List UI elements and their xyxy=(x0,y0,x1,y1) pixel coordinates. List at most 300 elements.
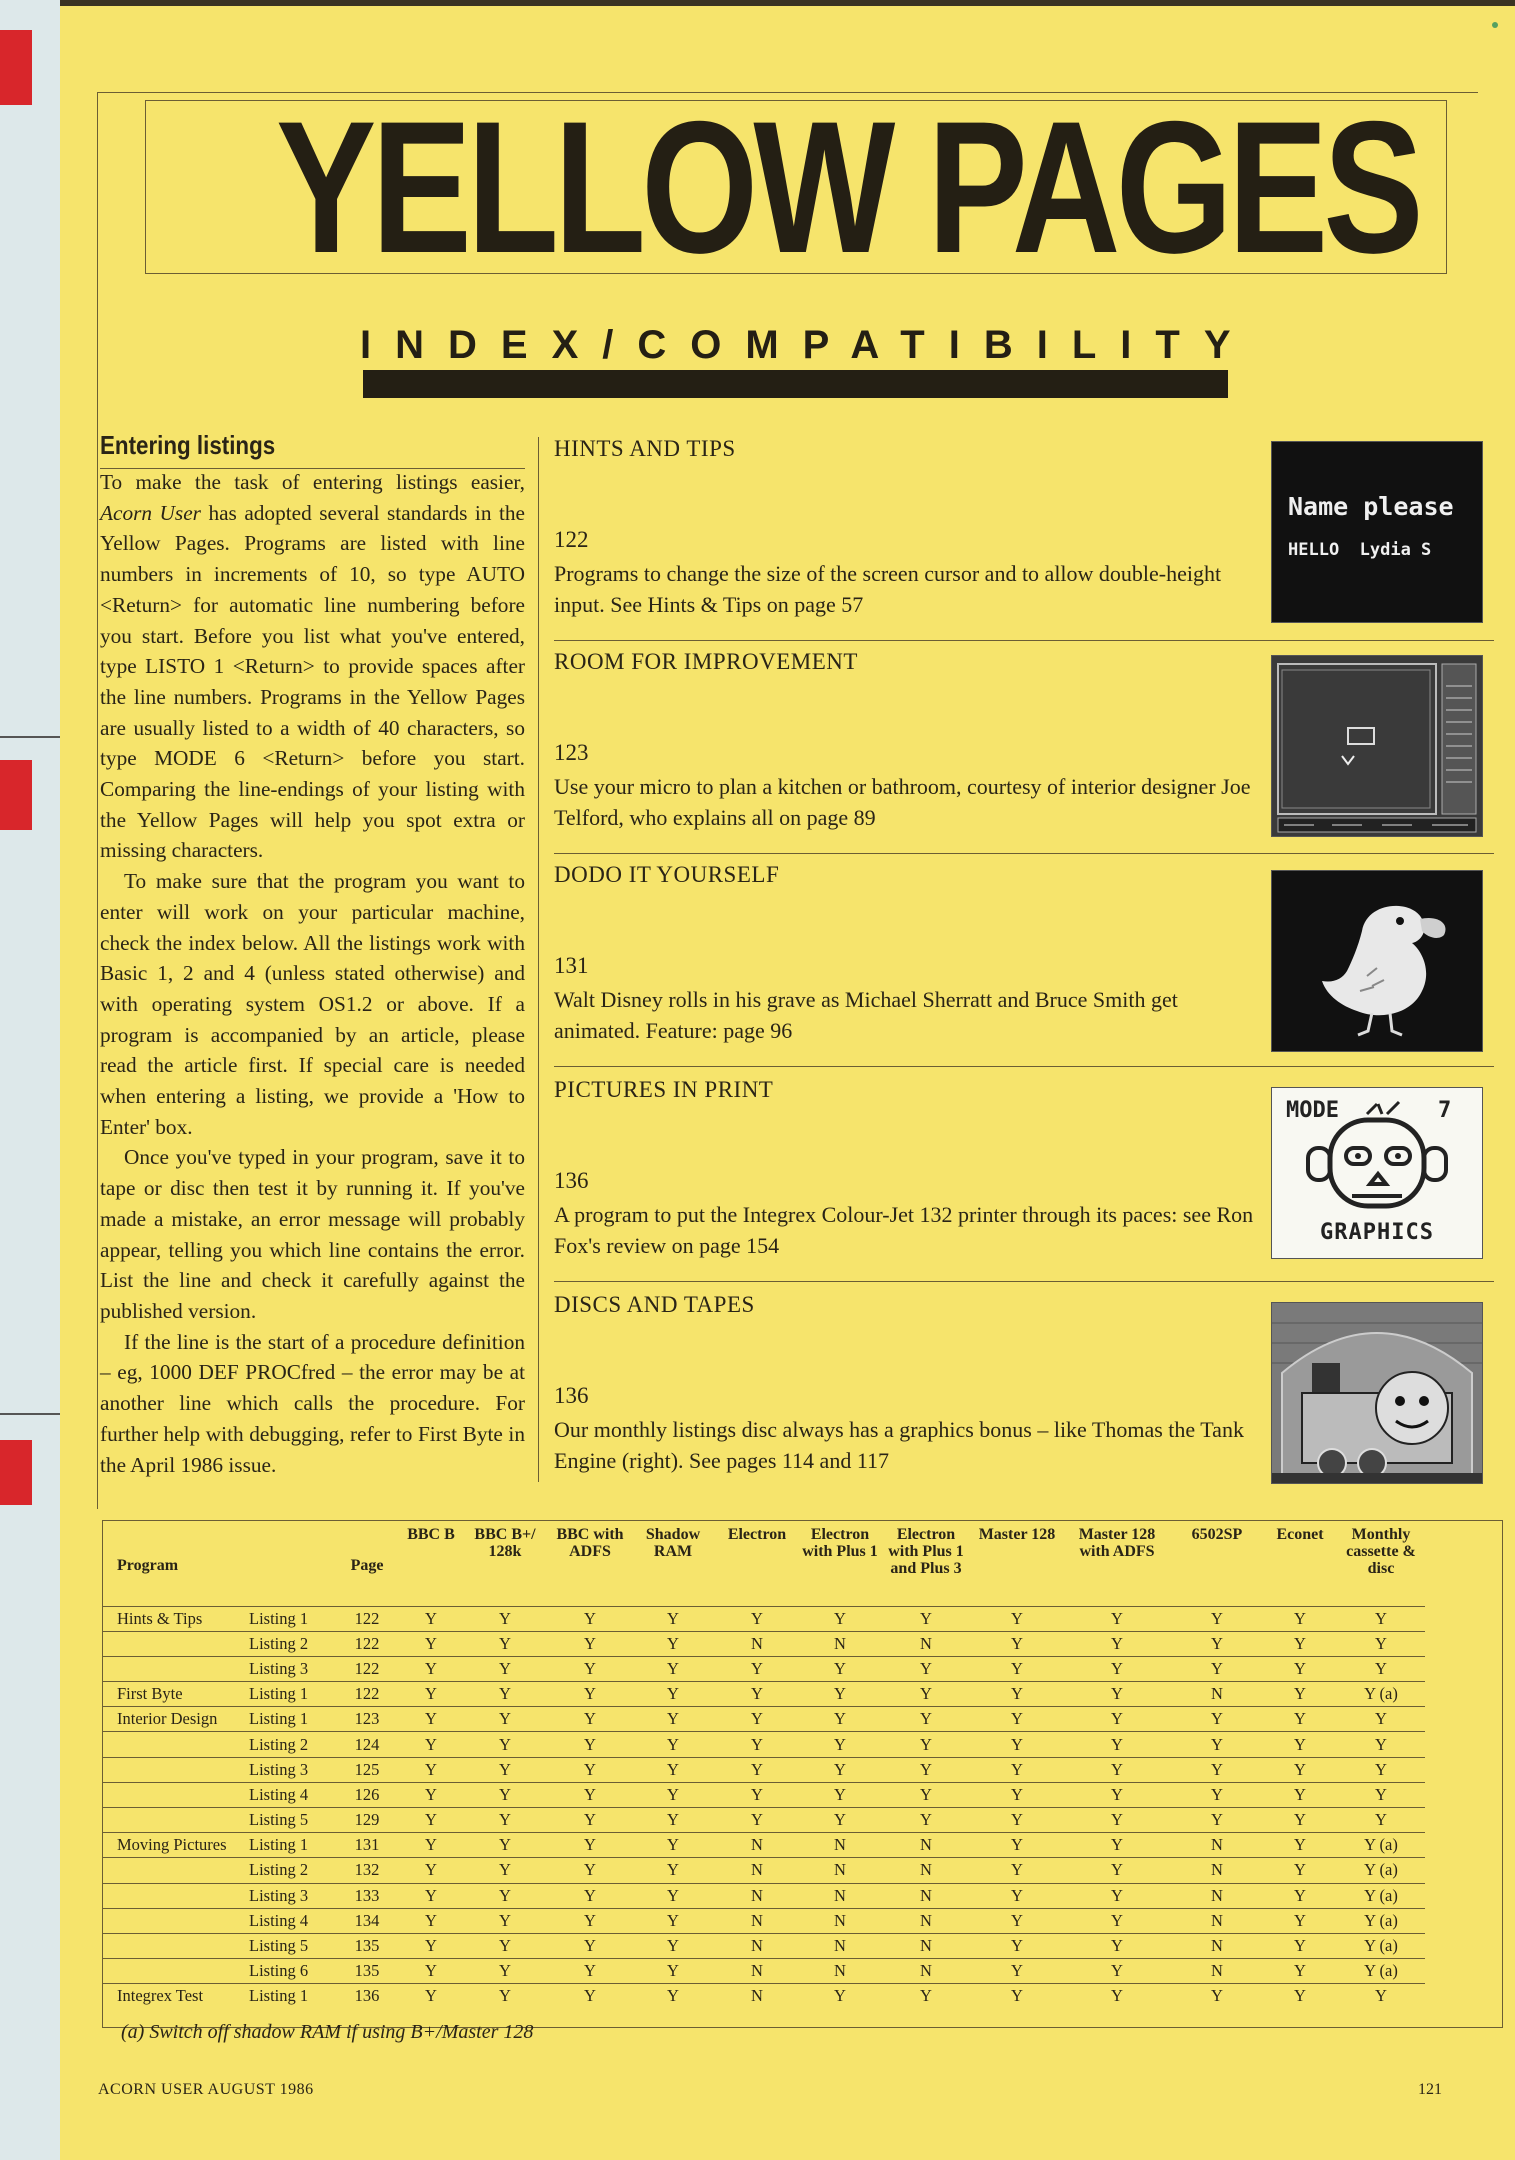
compat-cell: Y xyxy=(401,1883,461,1908)
compat-cell: Y xyxy=(1171,1606,1263,1631)
compat-cell: Y (a) xyxy=(1337,1908,1425,1933)
compat-cell: Y xyxy=(631,1883,715,1908)
compat-cell: Y xyxy=(971,1883,1063,1908)
compat-cell: Y xyxy=(461,1908,549,1933)
listing-cell: Listing 3 xyxy=(243,1757,333,1782)
col-header-master-128: Master 128 xyxy=(978,1526,1056,1543)
listing-cell: Listing 3 xyxy=(243,1883,333,1908)
corner-dot xyxy=(1492,22,1498,28)
page-cell: 134 xyxy=(333,1908,401,1933)
program-cell: Hints & Tips xyxy=(103,1606,243,1631)
table-footnote: (a) Switch off shadow RAM if using B+/Master 128 xyxy=(121,2021,534,2043)
magazine-name: Acorn User xyxy=(100,500,201,525)
compat-cell: Y xyxy=(1263,1808,1337,1833)
thomas-graphic xyxy=(1272,1303,1482,1483)
col-header-bbc-b: BBC B xyxy=(407,1526,455,1543)
compat-cell: Y (a) xyxy=(1337,1833,1425,1858)
compat-cell: Y xyxy=(799,1757,881,1782)
compat-cell: Y xyxy=(1337,1656,1425,1681)
compat-cell: Y xyxy=(631,1959,715,1984)
table-row xyxy=(103,1858,1425,1883)
compat-cell: Y xyxy=(401,1808,461,1833)
compat-cell: Y (a) xyxy=(1337,1858,1425,1883)
program-cell xyxy=(103,1656,243,1681)
table-row xyxy=(103,1606,1425,1631)
screen-prompt: Name please xyxy=(1288,492,1454,521)
program-cell xyxy=(103,1732,243,1757)
compat-cell: Y xyxy=(461,1757,549,1782)
compat-cell: N xyxy=(881,1858,971,1883)
compat-cell: Y xyxy=(461,1984,549,2009)
program-cell xyxy=(103,1959,243,1984)
compat-cell: Y xyxy=(1063,1808,1171,1833)
table-row xyxy=(103,1631,1425,1656)
compat-cell: Y xyxy=(799,1606,881,1631)
compat-cell: Y xyxy=(971,1808,1063,1833)
compat-cell: Y xyxy=(549,1858,631,1883)
page-cell: 123 xyxy=(333,1707,401,1732)
heading-rule xyxy=(100,468,525,469)
compat-cell: N xyxy=(881,1833,971,1858)
compat-cell: Y xyxy=(401,1707,461,1732)
compat-cell: Y xyxy=(1171,1808,1263,1833)
compat-cell: Y (a) xyxy=(1337,1682,1425,1707)
listing-column-header xyxy=(243,1521,333,1606)
compat-cell: N xyxy=(881,1933,971,1958)
magazine-page xyxy=(60,0,1515,2160)
compat-cell: Y xyxy=(631,1757,715,1782)
compat-cell: Y xyxy=(1263,1858,1337,1883)
compat-cell: Y xyxy=(549,1682,631,1707)
compat-cell: N xyxy=(799,1883,881,1908)
compat-cell: Y xyxy=(1063,1984,1171,2009)
compat-cell: Y xyxy=(549,1732,631,1757)
spine-mark xyxy=(0,1413,60,1415)
table-row xyxy=(103,1732,1425,1757)
compat-cell: Y xyxy=(1063,1682,1171,1707)
compat-cell: Y xyxy=(549,1782,631,1807)
red-tab xyxy=(0,760,32,830)
page-column-header: Page xyxy=(350,1557,384,1575)
compat-cell: N xyxy=(1171,1858,1263,1883)
compat-cell: Y xyxy=(1263,1757,1337,1782)
compat-cell: Y xyxy=(401,1959,461,1984)
compat-cell: Y xyxy=(1063,1833,1171,1858)
compat-cell: Y xyxy=(549,1908,631,1933)
page-cell: 125 xyxy=(333,1757,401,1782)
compat-cell: Y xyxy=(1263,1908,1337,1933)
compat-cell: Y xyxy=(881,1606,971,1631)
screenshot-mode7 xyxy=(1271,1087,1483,1259)
intro-paragraph: To make sure that the program you want to enter will work on your particular machine, check the index below. All the listings work with Basic 1, 2 and 4 (unless stated otherwise) and with operating system OS1.2 or above. If a program is accompanied by an article, please read the article first. If special care is needed when entering a listing, we provide a 'How to Enter' box. xyxy=(100,869,525,1139)
compat-cell: Y xyxy=(715,1782,799,1807)
compat-cell: Y xyxy=(715,1682,799,1707)
program-cell xyxy=(103,1757,243,1782)
compat-cell: Y xyxy=(1171,1782,1263,1807)
listing-cell: Listing 6 xyxy=(243,1959,333,1984)
compat-cell: Y xyxy=(631,1707,715,1732)
compat-cell: Y xyxy=(715,1656,799,1681)
program-cell xyxy=(103,1631,243,1656)
page-cell: 129 xyxy=(333,1808,401,1833)
program-cell xyxy=(103,1908,243,1933)
compat-cell: Y xyxy=(715,1757,799,1782)
compat-cell: Y xyxy=(1263,1656,1337,1681)
red-tab xyxy=(0,1440,32,1505)
compat-cell: N xyxy=(715,1631,799,1656)
compatibility-grid xyxy=(103,1521,1425,2009)
compat-cell: Y xyxy=(1263,1682,1337,1707)
intro-paragraph: If the line is the start of a procedure definition – eg, 1000 DEF PROCfred – the error may be at another line which calls the procedure. For further help with debugging, refer to First Byte in the April 1986 issue. xyxy=(100,1329,525,1477)
compat-cell: N xyxy=(799,1959,881,1984)
compat-cell: Y xyxy=(631,1858,715,1883)
compat-cell: Y xyxy=(881,1984,971,2009)
compat-cell: Y xyxy=(1063,1606,1171,1631)
compat-cell: Y xyxy=(1063,1782,1171,1807)
compat-cell: Y xyxy=(1063,1656,1171,1681)
compat-cell: N xyxy=(1171,1883,1263,1908)
screen-mode-label: MODE xyxy=(1286,1098,1339,1123)
compat-cell: Y xyxy=(971,1732,1063,1757)
spine-mark xyxy=(0,736,60,738)
compat-cell: Y xyxy=(461,1631,549,1656)
compat-cell: Y xyxy=(1263,1984,1337,2009)
compat-cell: Y xyxy=(799,1682,881,1707)
compat-cell: Y xyxy=(971,1656,1063,1681)
page-cell: 122 xyxy=(333,1682,401,1707)
compat-cell: Y xyxy=(401,1858,461,1883)
page-cell: 131 xyxy=(333,1833,401,1858)
compat-cell: Y xyxy=(1263,1833,1337,1858)
compat-cell: Y xyxy=(971,1858,1063,1883)
listing-cell: Listing 2 xyxy=(243,1631,333,1656)
compat-cell: N xyxy=(1171,1933,1263,1958)
dodo-graphic xyxy=(1272,871,1482,1051)
compat-cell: Y xyxy=(971,1606,1063,1631)
compat-cell: Y xyxy=(461,1656,549,1681)
listing-cell: Listing 2 xyxy=(243,1858,333,1883)
compat-cell: Y xyxy=(461,1883,549,1908)
col-header-bbc-b-plus: BBC B+/ 128k xyxy=(474,1526,536,1560)
compat-cell: N xyxy=(881,1908,971,1933)
binding-spine xyxy=(0,0,60,2160)
intro-column xyxy=(100,430,525,1480)
page-cell: 122 xyxy=(333,1631,401,1656)
compat-cell: N xyxy=(881,1959,971,1984)
listing-cell: Listing 4 xyxy=(243,1908,333,1933)
compat-cell: Y xyxy=(1171,1757,1263,1782)
listing-cell: Listing 2 xyxy=(243,1732,333,1757)
compat-cell: N xyxy=(799,1933,881,1958)
compat-cell: N xyxy=(1171,1833,1263,1858)
compat-cell: Y xyxy=(461,1933,549,1958)
compat-cell: Y xyxy=(549,1933,631,1958)
subtitle-bar xyxy=(363,370,1228,398)
program-cell xyxy=(103,1782,243,1807)
program-cell: First Byte xyxy=(103,1682,243,1707)
entry-page: 136 xyxy=(554,1383,589,1408)
entry-separator xyxy=(554,1281,1494,1282)
compat-cell: Y xyxy=(971,1984,1063,2009)
screenshot-room-plan xyxy=(1271,655,1483,837)
compat-cell: Y xyxy=(401,1757,461,1782)
entry-heading: ROOM FOR IMPROVEMENT xyxy=(554,649,858,674)
compat-cell: Y xyxy=(549,1656,631,1681)
compat-cell: N xyxy=(799,1858,881,1883)
table-row xyxy=(103,1984,1425,2009)
intro-paragraph: Once you've typed in your program, save it to tape or disc then test it by running it. If you've made a mistake, an error message will probably appear, telling you which line contains the error. List the line and check it carefully against the published version. xyxy=(100,1145,525,1323)
entry-description: Programs to change the size of the screen cursor and to allow double-height input. See Hints & Tips on page 57 xyxy=(554,561,1222,617)
entry-description: Use your micro to plan a kitchen or bathroom, courtesy of interior designer Joe Telford, who explains all on page 89 xyxy=(554,774,1251,830)
compat-cell: Y xyxy=(631,1933,715,1958)
entry-heading: PICTURES IN PRINT xyxy=(554,1077,774,1102)
compat-cell: Y xyxy=(631,1808,715,1833)
compat-cell: Y xyxy=(1263,1883,1337,1908)
compat-cell: N xyxy=(715,1959,799,1984)
col-header-electron-plus1: Electron with Plus 1 xyxy=(802,1526,878,1560)
title-box xyxy=(145,100,1447,274)
compat-cell: Y xyxy=(1063,1732,1171,1757)
compat-cell: Y xyxy=(1171,1984,1263,2009)
compat-cell: Y xyxy=(971,1933,1063,1958)
intro-heading: Entering listings xyxy=(100,430,276,460)
compat-cell: Y xyxy=(549,1984,631,2009)
table-row xyxy=(103,1833,1425,1858)
entry-heading: HINTS AND TIPS xyxy=(554,436,736,461)
entry-page: 122 xyxy=(554,527,589,552)
entry-page: 131 xyxy=(554,953,589,978)
compat-cell: Y xyxy=(881,1808,971,1833)
compat-cell: Y xyxy=(1263,1959,1337,1984)
compatibility-table xyxy=(102,1520,1503,2043)
compat-cell: Y xyxy=(461,1808,549,1833)
compat-cell: Y xyxy=(881,1757,971,1782)
compat-cell: Y xyxy=(1337,1707,1425,1732)
listing-cell: Listing 1 xyxy=(243,1984,333,2009)
compat-cell: Y xyxy=(1263,1732,1337,1757)
program-cell: Interior Design xyxy=(103,1707,243,1732)
entry-description: Walt Disney rolls in his grave as Michael Sherratt and Bruce Smith get animated. Feature: page 96 xyxy=(554,987,1178,1043)
table-row xyxy=(103,1933,1425,1958)
compat-cell: Y xyxy=(1063,1707,1171,1732)
compat-cell: Y xyxy=(1337,1732,1425,1757)
compat-cell: Y xyxy=(971,1757,1063,1782)
compat-cell: N xyxy=(715,1908,799,1933)
col-header-shadow-ram: Shadow RAM xyxy=(645,1526,701,1560)
compat-cell: Y xyxy=(881,1732,971,1757)
compat-cell: Y xyxy=(461,1782,549,1807)
table-row xyxy=(103,1757,1425,1782)
compat-cell: Y xyxy=(799,1808,881,1833)
compat-cell: Y xyxy=(971,1959,1063,1984)
compat-cell: Y xyxy=(881,1682,971,1707)
compat-cell: Y xyxy=(401,1682,461,1707)
entry-page: 136 xyxy=(554,1168,589,1193)
compat-cell: Y xyxy=(461,1682,549,1707)
listing-cell: Listing 3 xyxy=(243,1656,333,1681)
table-row xyxy=(103,1782,1425,1807)
compat-cell: Y xyxy=(631,1682,715,1707)
table-row xyxy=(103,1707,1425,1732)
compat-cell: Y xyxy=(1063,1933,1171,1958)
compat-cell: Y xyxy=(1337,1984,1425,2009)
screen-graphics-label: GRAPHICS xyxy=(1320,1220,1434,1245)
compat-cell: Y xyxy=(1063,1908,1171,1933)
table-row xyxy=(103,1959,1425,1984)
page-number: 121 xyxy=(1418,2081,1442,2098)
listing-cell: Listing 1 xyxy=(243,1682,333,1707)
compat-cell: Y xyxy=(549,1631,631,1656)
room-plan-graphic xyxy=(1272,656,1482,836)
col-header-electron-plus3: Electron with Plus 1 and Plus 3 xyxy=(888,1526,964,1577)
entry-separator xyxy=(554,1066,1494,1067)
compat-cell: Y xyxy=(715,1707,799,1732)
compat-cell: Y xyxy=(715,1606,799,1631)
compat-cell: Y xyxy=(461,1707,549,1732)
compat-cell: Y xyxy=(799,1984,881,2009)
compat-cell: Y xyxy=(1171,1732,1263,1757)
compat-cell: Y xyxy=(549,1959,631,1984)
screenshot-dodo xyxy=(1271,870,1483,1052)
page-cell: 124 xyxy=(333,1732,401,1757)
program-column-header: Program xyxy=(117,1557,179,1575)
top-edge xyxy=(60,0,1515,6)
section-subtitle: INDEX/COMPATIBILITY xyxy=(360,323,1255,367)
compat-cell: N xyxy=(715,1858,799,1883)
compat-cell: Y xyxy=(631,1984,715,2009)
screenshot-name-please xyxy=(1271,441,1483,623)
intro-text: To make the task of entering listings easier, xyxy=(100,470,525,494)
frame-rule xyxy=(97,92,1478,93)
listing-cell: Listing 5 xyxy=(243,1933,333,1958)
compat-cell: N xyxy=(799,1833,881,1858)
compat-cell: N xyxy=(715,1883,799,1908)
compat-cell: N xyxy=(799,1908,881,1933)
compat-cell: Y xyxy=(401,1782,461,1807)
page-title: YELLOW PAGES xyxy=(276,100,1419,274)
compat-cell: Y xyxy=(971,1908,1063,1933)
screen-input: HELLO Lydia S xyxy=(1288,540,1432,560)
compat-cell: Y xyxy=(799,1707,881,1732)
compat-cell: Y xyxy=(631,1606,715,1631)
compat-cell: Y xyxy=(799,1656,881,1681)
compat-cell: N xyxy=(1171,1959,1263,1984)
compat-cell: Y xyxy=(461,1606,549,1631)
compat-cell: Y xyxy=(1263,1606,1337,1631)
compat-cell: Y xyxy=(799,1782,881,1807)
compat-cell: Y xyxy=(401,1606,461,1631)
compat-cell: Y xyxy=(971,1631,1063,1656)
compat-cell: Y xyxy=(715,1732,799,1757)
page-cell: 136 xyxy=(333,1984,401,2009)
page-cell: 133 xyxy=(333,1883,401,1908)
entry-page: 123 xyxy=(554,740,589,765)
entry-heading: DODO IT YOURSELF xyxy=(554,862,780,887)
compat-cell: Y xyxy=(401,1833,461,1858)
compat-cell: Y xyxy=(1063,1757,1171,1782)
program-cell xyxy=(103,1808,243,1833)
entry-separator xyxy=(554,640,1494,641)
compat-cell: Y xyxy=(881,1656,971,1681)
screenshot-thomas xyxy=(1271,1302,1483,1484)
table-row xyxy=(103,1883,1425,1908)
compat-cell: Y xyxy=(549,1833,631,1858)
compat-cell: N xyxy=(881,1631,971,1656)
compat-cell: Y xyxy=(549,1757,631,1782)
table-row xyxy=(103,1656,1425,1681)
page-cell: 135 xyxy=(333,1933,401,1958)
compat-cell: Y xyxy=(1337,1631,1425,1656)
compat-cell: Y xyxy=(401,1732,461,1757)
listing-cell: Listing 1 xyxy=(243,1606,333,1631)
compat-cell: Y (a) xyxy=(1337,1933,1425,1958)
col-header-monthly-disc: Monthly cassette & disc xyxy=(1346,1526,1416,1577)
listing-cell: Listing 1 xyxy=(243,1833,333,1858)
compat-cell: Y xyxy=(631,1908,715,1933)
screen-mode-number: 7 xyxy=(1438,1098,1452,1123)
compat-cell: N xyxy=(1171,1682,1263,1707)
entry-separator xyxy=(554,853,1494,854)
compat-cell: Y xyxy=(461,1858,549,1883)
col-header-6502sp: 6502SP xyxy=(1191,1526,1243,1543)
compat-cell: Y xyxy=(1337,1782,1425,1807)
compat-cell: Y (a) xyxy=(1337,1883,1425,1908)
column-divider xyxy=(538,437,539,1482)
table-row xyxy=(103,1682,1425,1707)
compat-cell: Y xyxy=(461,1732,549,1757)
compat-cell: Y xyxy=(715,1808,799,1833)
listing-cell: Listing 5 xyxy=(243,1808,333,1833)
compat-cell: Y (a) xyxy=(1337,1959,1425,1984)
compat-cell: Y xyxy=(881,1782,971,1807)
table-row xyxy=(103,1908,1425,1933)
compat-cell: Y xyxy=(1063,1631,1171,1656)
program-cell xyxy=(103,1858,243,1883)
compat-cell: N xyxy=(799,1631,881,1656)
entry-description: A program to put the Integrex Colour-Jet 132 printer through its paces: see Ron Fox's review on page 154 xyxy=(554,1202,1254,1258)
col-header-bbc-adfs: BBC with ADFS xyxy=(556,1526,624,1560)
compat-cell: Y xyxy=(1337,1757,1425,1782)
compat-cell: Y xyxy=(971,1707,1063,1732)
program-cell: Moving Pictures xyxy=(103,1833,243,1858)
table-header-row xyxy=(103,1521,1425,1606)
compat-cell: Y xyxy=(401,1656,461,1681)
compat-cell: Y xyxy=(549,1707,631,1732)
compat-cell: Y xyxy=(549,1883,631,1908)
compat-cell: Y xyxy=(1063,1883,1171,1908)
compat-cell: Y xyxy=(971,1682,1063,1707)
compat-cell: Y xyxy=(1263,1782,1337,1807)
compat-cell: Y xyxy=(1063,1858,1171,1883)
frame-rule xyxy=(97,92,98,1509)
compat-cell: Y xyxy=(631,1656,715,1681)
compat-cell: N xyxy=(715,1984,799,2009)
compat-cell: Y xyxy=(1171,1631,1263,1656)
table-row xyxy=(103,1808,1425,1833)
compat-cell: N xyxy=(1171,1908,1263,1933)
compat-cell: Y xyxy=(461,1959,549,1984)
compat-cell: Y xyxy=(1171,1656,1263,1681)
col-header-electron: Electron xyxy=(727,1526,787,1543)
program-cell xyxy=(103,1933,243,1958)
compat-cell: Y xyxy=(401,1984,461,2009)
page-cell: 126 xyxy=(333,1782,401,1807)
col-header-master-adfs: Master 128 with ADFS xyxy=(1078,1526,1156,1560)
compat-cell: Y xyxy=(549,1606,631,1631)
intro-paragraph xyxy=(100,467,525,866)
compat-cell: Y xyxy=(401,1631,461,1656)
compat-cell: Y xyxy=(461,1833,549,1858)
